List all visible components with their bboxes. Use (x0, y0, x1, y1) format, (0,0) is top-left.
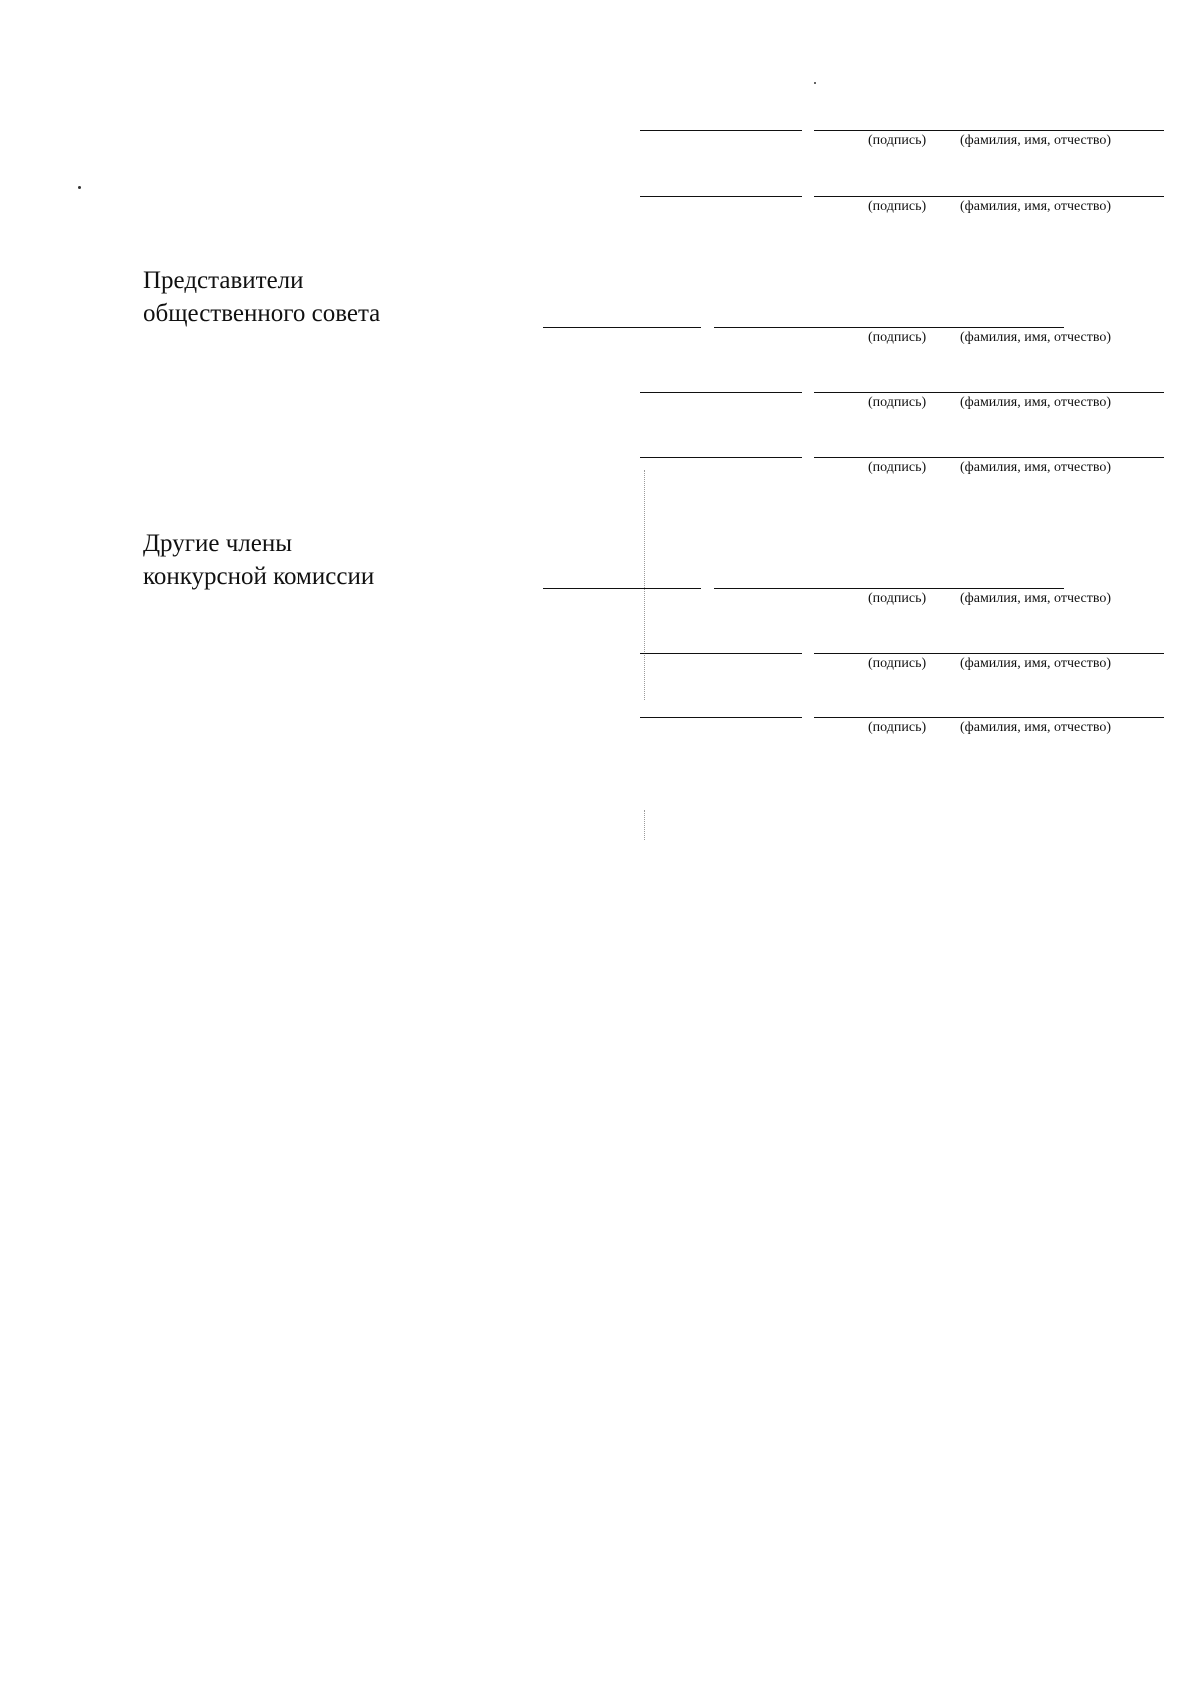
signature-caption: (подпись) (868, 460, 927, 475)
section-label-other-members (143, 527, 503, 593)
signature-line (543, 327, 701, 328)
signature-line (640, 392, 802, 393)
signature-row (0, 130, 1200, 170)
name-caption: (фамилия, имя, отчество) (960, 591, 1112, 606)
signature-line (640, 130, 802, 131)
signature-caption: (подпись) (868, 591, 927, 606)
signature-line (640, 457, 802, 458)
name-line (714, 588, 1064, 589)
section-label-line: Представители (143, 267, 304, 294)
signature-caption: (подпись) (868, 330, 927, 345)
name-line (814, 653, 1164, 654)
name-line (814, 457, 1164, 458)
name-caption: (фамилия, имя, отчество) (960, 656, 1112, 671)
signature-line (543, 588, 701, 589)
scan-speck (814, 82, 816, 84)
signature-row (0, 196, 1200, 236)
name-caption: (фамилия, имя, отчество) (960, 133, 1112, 148)
name-line (814, 392, 1164, 393)
signature-caption: (подпись) (868, 656, 927, 671)
signature-caption: (подпись) (868, 133, 927, 148)
scan-speck (78, 186, 81, 189)
signature-caption: (подпись) (868, 395, 927, 410)
name-caption: (фамилия, имя, отчество) (960, 199, 1112, 214)
section-label-line: Другие члены (143, 530, 293, 557)
name-caption: (фамилия, имя, отчество) (960, 460, 1112, 475)
signature-line (640, 717, 802, 718)
signature-row (0, 392, 1200, 432)
section-label-line: общественного совета (143, 300, 381, 327)
signature-caption: (подпись) (868, 199, 927, 214)
name-line (814, 717, 1164, 718)
name-caption: (фамилия, имя, отчество) (960, 720, 1112, 735)
signature-row (0, 717, 1200, 757)
name-caption: (фамилия, имя, отчество) (960, 395, 1112, 410)
section-label-line: конкурсной комиссии (143, 563, 375, 590)
name-caption: (фамилия, имя, отчество) (960, 330, 1112, 345)
signature-line (640, 653, 802, 654)
name-line (814, 196, 1164, 197)
signature-row (0, 588, 1200, 628)
name-line (814, 130, 1164, 131)
section-label-public-council (143, 264, 503, 330)
signature-line (640, 196, 802, 197)
signature-row (0, 653, 1200, 693)
name-line (714, 327, 1064, 328)
signature-caption: (подпись) (868, 720, 927, 735)
signature-row (0, 457, 1200, 497)
signature-row (0, 327, 1200, 367)
scan-dotted-line (644, 810, 645, 840)
